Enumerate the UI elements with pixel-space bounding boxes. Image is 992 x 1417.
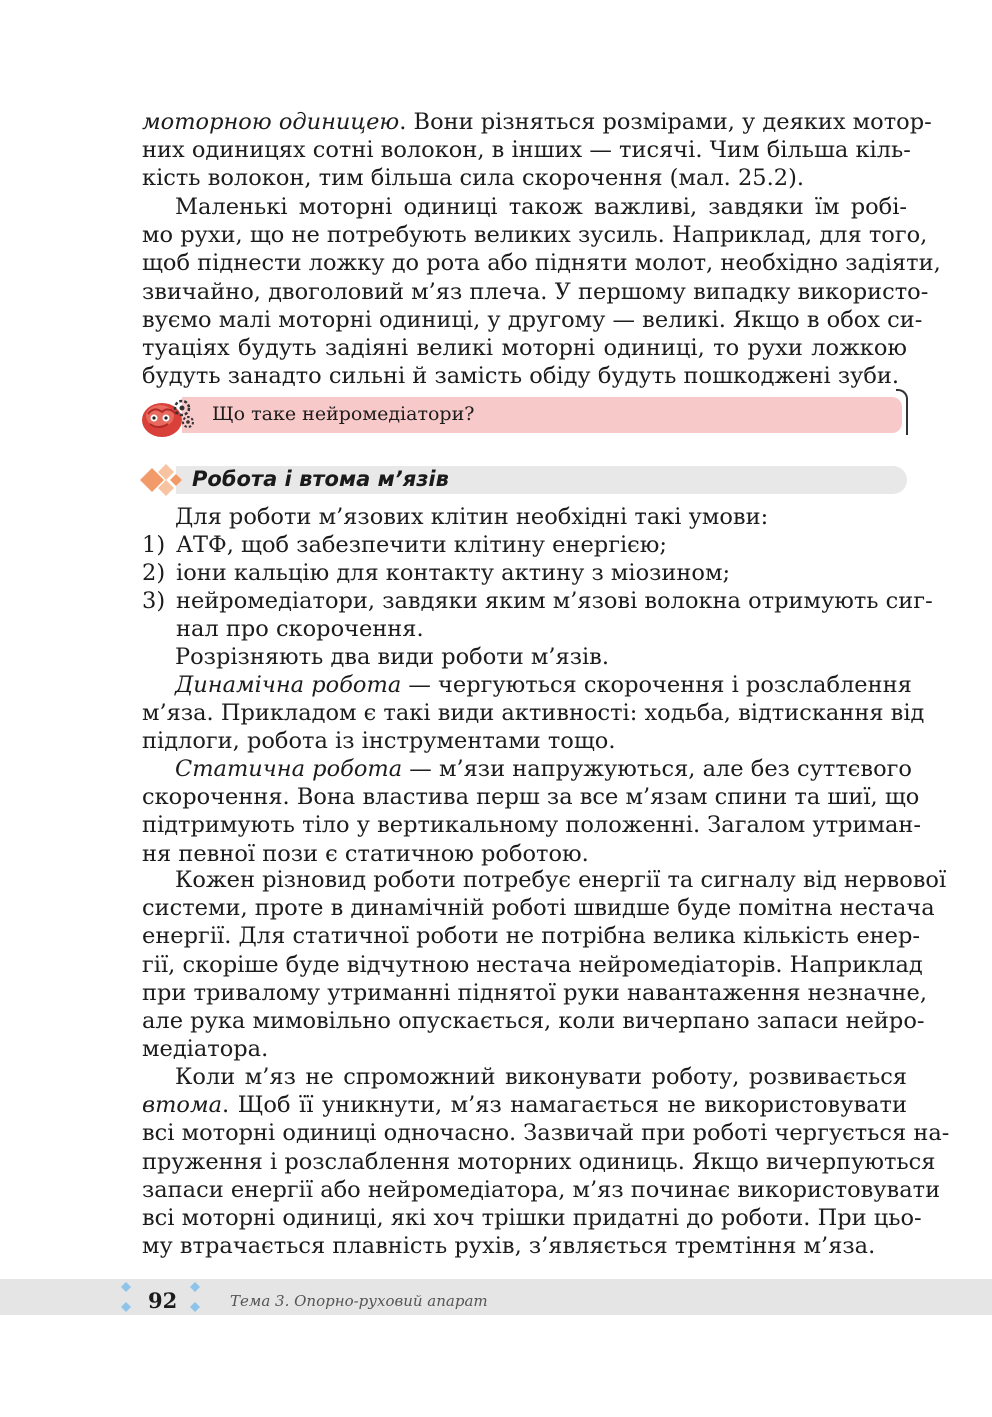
text-line: кість волокон, тим більша сила скорочення (мал. 25.2). xyxy=(142,165,805,192)
text-line: медіатора. xyxy=(142,1036,269,1063)
text-line: Статична робота — м’язи напружуються, але без суттєвого xyxy=(175,756,912,782)
page-number: 92 xyxy=(148,1288,178,1313)
text-line: Маленькі моторні одиниці також важливі, завдяки їм робі- xyxy=(175,194,907,220)
list-number: 3) xyxy=(142,588,166,614)
list-number: 1) xyxy=(142,532,166,558)
brain-gears-icon xyxy=(138,392,202,440)
list-number: 2) xyxy=(142,560,166,586)
text-line: втома. Щоб її уникнути, м’яз намагається не використовувати xyxy=(142,1092,907,1119)
text-line: при тривалому утриманні піднятої руки навантаження незначне, xyxy=(142,979,928,1006)
paragraph-static-work xyxy=(142,755,921,868)
text-line: АТФ, щоб забезпечити клітину енергією; xyxy=(176,532,667,558)
text-line: підтримують тіло у вертикальному положенні. Загалом утриман- xyxy=(142,812,921,839)
paragraph-energy xyxy=(142,866,947,1063)
text-line: Розрізняють два види роботи м’язів. xyxy=(175,644,609,670)
paragraph-dynamic-work xyxy=(142,671,925,756)
text-line: ня певної пози є статичною роботою. xyxy=(142,840,589,867)
text-line: Динамічна робота — чергуються скорочення і розслаблення xyxy=(175,672,912,698)
question-text: Що таке нейромедіатори? xyxy=(212,403,475,425)
text-line: всі моторні одиниці, які хоч трішки придатні до роботи. При цьо- xyxy=(142,1205,922,1232)
term-dynamic-work: Динамічна робота xyxy=(175,672,402,698)
text-line: моторною одиницею. Вони різняться розмірами, у деяких мотор- xyxy=(142,109,932,135)
text-line: підлоги, робота із інструментами тощо. xyxy=(142,728,616,755)
text-line: вуємо малі моторні одиниці, у другому — великі. Якщо в обох си- xyxy=(142,306,923,333)
diamonds-icon xyxy=(138,460,184,500)
text-line: іони кальцію для контакту актину з міозином; xyxy=(176,560,731,586)
term-static-work: Статична робота xyxy=(175,756,403,782)
text-line: них одиницях сотні волокон, в інших — тисячі. Чим більша кіль- xyxy=(142,137,911,164)
conditions-intro xyxy=(142,503,907,531)
term-motor-unit: моторною одиницею xyxy=(142,109,400,135)
text-line: туаціях будуть задіяні великі моторні одиниці, то рухи ложкою xyxy=(142,335,907,362)
text-line: але рука мимовільно опускається, коли вичерпано запаси нейро- xyxy=(142,1008,925,1035)
text-line: Кожен різновид роботи потребує енергії та сигналу від нервової xyxy=(175,867,947,893)
text-line: всі моторні одиниці одночасно. Зазвичай при роботі чергується на- xyxy=(142,1120,950,1147)
text-line: енергії. Для статичної роботи не потрібна велика кількість енер- xyxy=(142,923,920,950)
text-line: м’яза. Прикладом є такі види активності: ходьба, відтискання від xyxy=(142,700,925,727)
text-line: нейромедіатори, завдяки яким м’язові волокна отримують сиг- xyxy=(176,588,933,614)
text-line: будуть занадто сильні й замість обіду будуть пошкоджені зуби. xyxy=(142,363,900,390)
footer-title: Тема 3. Опорно-руховий апарат xyxy=(230,1292,488,1310)
list-item xyxy=(176,559,907,587)
text-line: пруження і розслаблення моторних одиниць. Якщо вичерпуються xyxy=(142,1148,936,1175)
list-item xyxy=(176,587,933,643)
section-title: Робота і втома м’язів xyxy=(192,467,449,491)
text-line: му втрачається плавність рухів, з’являється тремтіння м’яза. xyxy=(142,1233,876,1260)
text-line: звичайно, двоголовий м’яз плеча. У першому випадку використо- xyxy=(142,278,929,305)
text-line: гії, скоріше буде відчутною нестача нейромедіаторів. Наприклад xyxy=(142,951,923,978)
types-intro xyxy=(142,643,907,671)
paragraph-small-units xyxy=(142,193,941,390)
text-line: нал про скорочення. xyxy=(176,616,424,643)
list-item xyxy=(176,531,907,559)
text-line: Коли м’яз не спроможний виконувати роботу, розвивається xyxy=(175,1064,907,1090)
text-line: запаси енергії або нейромедіатора, м’яз починає використовувати xyxy=(142,1176,941,1203)
paragraph-fatigue xyxy=(142,1063,950,1260)
paragraph-motor-units xyxy=(142,108,932,193)
text-line: мо рухи, що не потребують великих зусиль. Наприклад, для того, xyxy=(142,222,928,249)
text-line: Для роботи м’язових клітин необхідні такі умови: xyxy=(175,504,769,530)
term-fatigue: втома xyxy=(142,1092,223,1119)
text-line: системи, проте в динамічній роботі швидше буде помітна нестача xyxy=(142,895,935,922)
text-line: щоб піднести ложку до рота або підняти молот, необхідно задіяти, xyxy=(142,250,941,277)
text-line: скорочення. Вона властива перш за все м’язам спини та шиї, що xyxy=(142,784,920,811)
